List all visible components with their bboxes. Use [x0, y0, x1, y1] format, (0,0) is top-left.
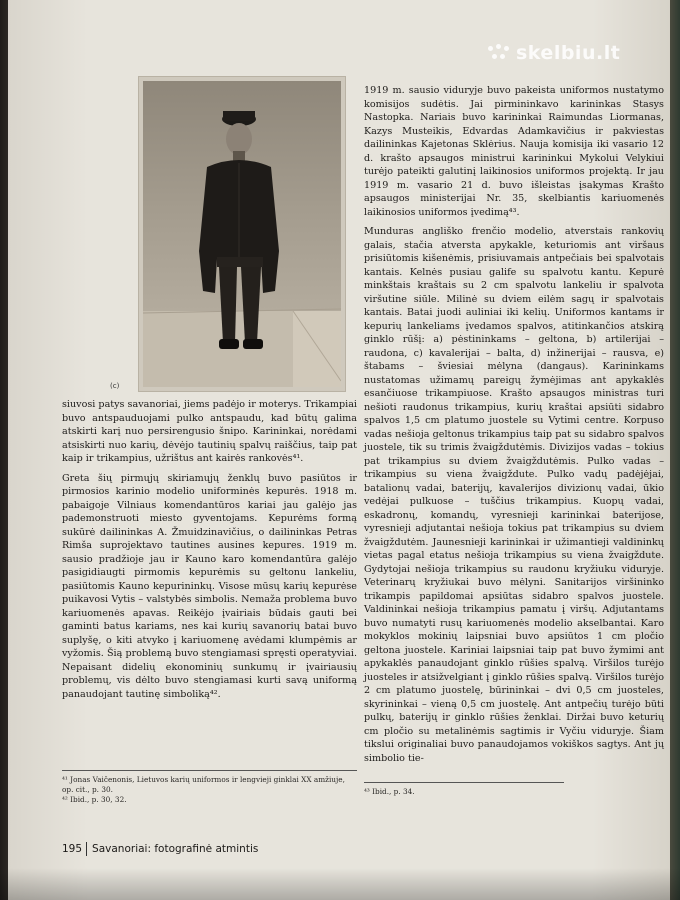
paragraph: siuvosi patys savanoriai, jiems padėjo ir moterys. Trikampiai buvo antspauduojami pulko antspaudu, kad būtų galima atskirti karį nuo persirengusio šnipo. Karininkai, norėdami atsiskirti nuo karių, dėvėjo tautinių spalvų raiščius, taip pat kaip ir trikampius, užrištus ant kairės rankovės⁴¹. [62, 399, 357, 464]
bottom-shadow [0, 868, 680, 900]
footnote: ⁴³ Ibid., p. 34. [364, 787, 415, 796]
running-title: Savanoriai: fotografinė atmintis [92, 843, 259, 855]
left-text-column [62, 398, 357, 707]
footnotes-right [364, 782, 564, 797]
historical-photo-frame [138, 76, 346, 392]
right-text-column [364, 84, 664, 771]
paragraph: Munduras angliško frenčio modelio, atverstais rankovių galais, stačia atversta apykakle, keturiomis ant viršaus prisiūtomis kišenėmis, prisiuvamais antpečiais bei spalvotais kantais. Kelnės pusiau galife su spalvotu kantu. Kepurė minkštais kraštais su 2 cm spalvotu lankeliu ir spalvota viršutine siūle. Milinė su dviem eilėm sagų ir spalvotais kantais. Batai juodi auliniai iki kelių. Uniformos kantams ir kepurių lankeliams įvedamos spalvos, atitinkančios atskirą ginklo rūšį: a) pėstininkams – geltona, b) artilerijai – raudona, c) kavalerijai – balta, d) inžinerijai – rausva, e) štabams – šviesiai mėlyna (dangaus). Karininkams nustatomas užimamų pareigų žymėjimas ant apykaklės esančiuose trikampiuose. Krašto apsaugos ministras turi nešioti raudonus trikampius, kurių kraštai apsiūti sidabro spalvos 1,5 cm platumo juostele su Vytimi centre. Korpuso vadas nešioja geltonus trikampius taip pat su sidabro spalvos juostele, tik su trimis žvaigždutėmis. Divizijos vadas – tokius pat trikampius su dviem žvaigždutėmis. Pulko vadas – trikampius su viena žvaigždute. Pulko vadų padėjėjai, batalionų vadai, baterijų, kavalerijos divizionų vadai, ūkio vedėjai pulkuose – tuščius trikampius. Kuopų vadai, eskadronų, komandų, vyresnieji karininkai baterijose, vyresnieji adjutantai nešioja tokius pat trikampius su dviem žvaigždutėm. Jaunesnieji karininkai ir užimantieji valdininkų vietas pagal etatus nešioja trikampius su viena žvaigždute. Gydytojai nešioja trikampius su raudonu kryžiuku viduryje. Veterinarų kryžiukai buvo mėlyni. Sanitarijos viršininko trikampis papildomai apsiūtas sidabro spalvos juostele. Valdininkai nešioja trikampius pamatu į viršų. Adjutantams buvo numatyti rusų kariuomenės modelio akselbantai. Karo mokyklos mokinių laipsniai buvo apsiūtos 1 cm pločio geltona juostele. Kariniai laipsniai taip pat buvo žymimi ant apykaklės panaudojant ginklo rūšies spalvą. Viršilos turėjo juosteles ir atsižvelgiant į ginklo rūšies spalvą. Viršilos turėjo 2 cm platumo juostelę, būrininkai – dvi 0,5 cm juosteles, skyrininkai – vieną 0,5 cm juostelę. Ant antpečių turėjo būti pulkų, baterijų ir ginklo rūšies ženklai. Diržai buvo keturių cm pločio su metalinėmis sagtimis ir Vyčiu viduryje. Šiam tikslui originaliai buvo panaudojamos vokiškos sagtys. Ant jų simbolio tie- [364, 226, 664, 764]
footnotes-left [62, 770, 357, 805]
paragraph: 1919 m. sausio viduryje buvo pakeista uniformos nustatymo komisijos sudėtis. Jai pirmininkavo karininkas Stasys Nastopka. Nariais buvo karininkai Raimundas Liormanas, Kazys Musteikis, Edvardas Adamkavičius ir pakviestas dailininkas Kajetonas Sklėrius. Nauja komisija iki vasario 12 d. krašto apsaugos ministrui karininkui Mykolui Velykiui turėjo pateikti galutinį laikinosios uniformos projektą. Ir jau 1919 m. vasario 21 d. buvo išleistas įsakymas Krašto apsaugos ministerijai Nr. 35, skelbiantis kariuomenės laikinosios uniformos įvedimą⁴³. [364, 85, 664, 218]
soldier-portrait-photo [143, 81, 341, 387]
page-number: 195 [62, 843, 83, 855]
soldier-figure-icon [143, 81, 341, 387]
page-folio [62, 842, 258, 856]
footnote: ⁴¹ Jonas Vaičenonis, Lietuvos karių uniformos ir lengvieji ginklai XX amžiuje, op. cit., p. 30. [62, 775, 345, 794]
paragraph: Greta šių pirmųjų skiriamųjų ženklų buvo pasiūtos ir pirmosios karinio modelio uniforminės kepurės. 1918 m. pabaigoje Vilniaus komendantūros kariai jau galėjo jas pademonstruoti miesto gyventojams. Kepurėms formą sukūrė dailininkas A. Žmuidzinavičius, o dailininkas Petras Rimša suprojektavo tautines ausines kepures. 1919 m. sausio pradžioje jau ir Kauno karo komendantūra galėjo pasigidiaugti pirmomis kepurėmis su geltonu lankeliu, pasiūtomis Kauno kepurininkų. Visose mūsų karių kepurėse puikavosi Vytis – valstybės simbolis. Nemaža problema buvo kariuomenės apavas. Reikėjo įvairiais būdais gauti bei gaminti batus kariams, nes kai kurių savanorių batai buvo suplyšę, o kiti atvyko į kariuomenę avėdami klumpėmis ar vyžomis. Šią problemą buvo stengiamasi spręsti operatyviai. Nepaisant didelių ekonominių sunkumų ir įvairiausių problemų, vis dėlto buvo stengiamasi kurti savą uniformą panaudojant tautinę simboliką⁴². [62, 472, 357, 700]
watermark-text: skelbiu.lt [516, 42, 621, 64]
book-cover-edge [670, 0, 680, 900]
watermark [488, 42, 620, 64]
photo-caption: (c) [110, 382, 120, 390]
footnote: ⁴² Ibid., p. 30, 32. [62, 795, 127, 804]
watermark-logo-icon [488, 44, 512, 64]
folio-divider [86, 842, 87, 856]
